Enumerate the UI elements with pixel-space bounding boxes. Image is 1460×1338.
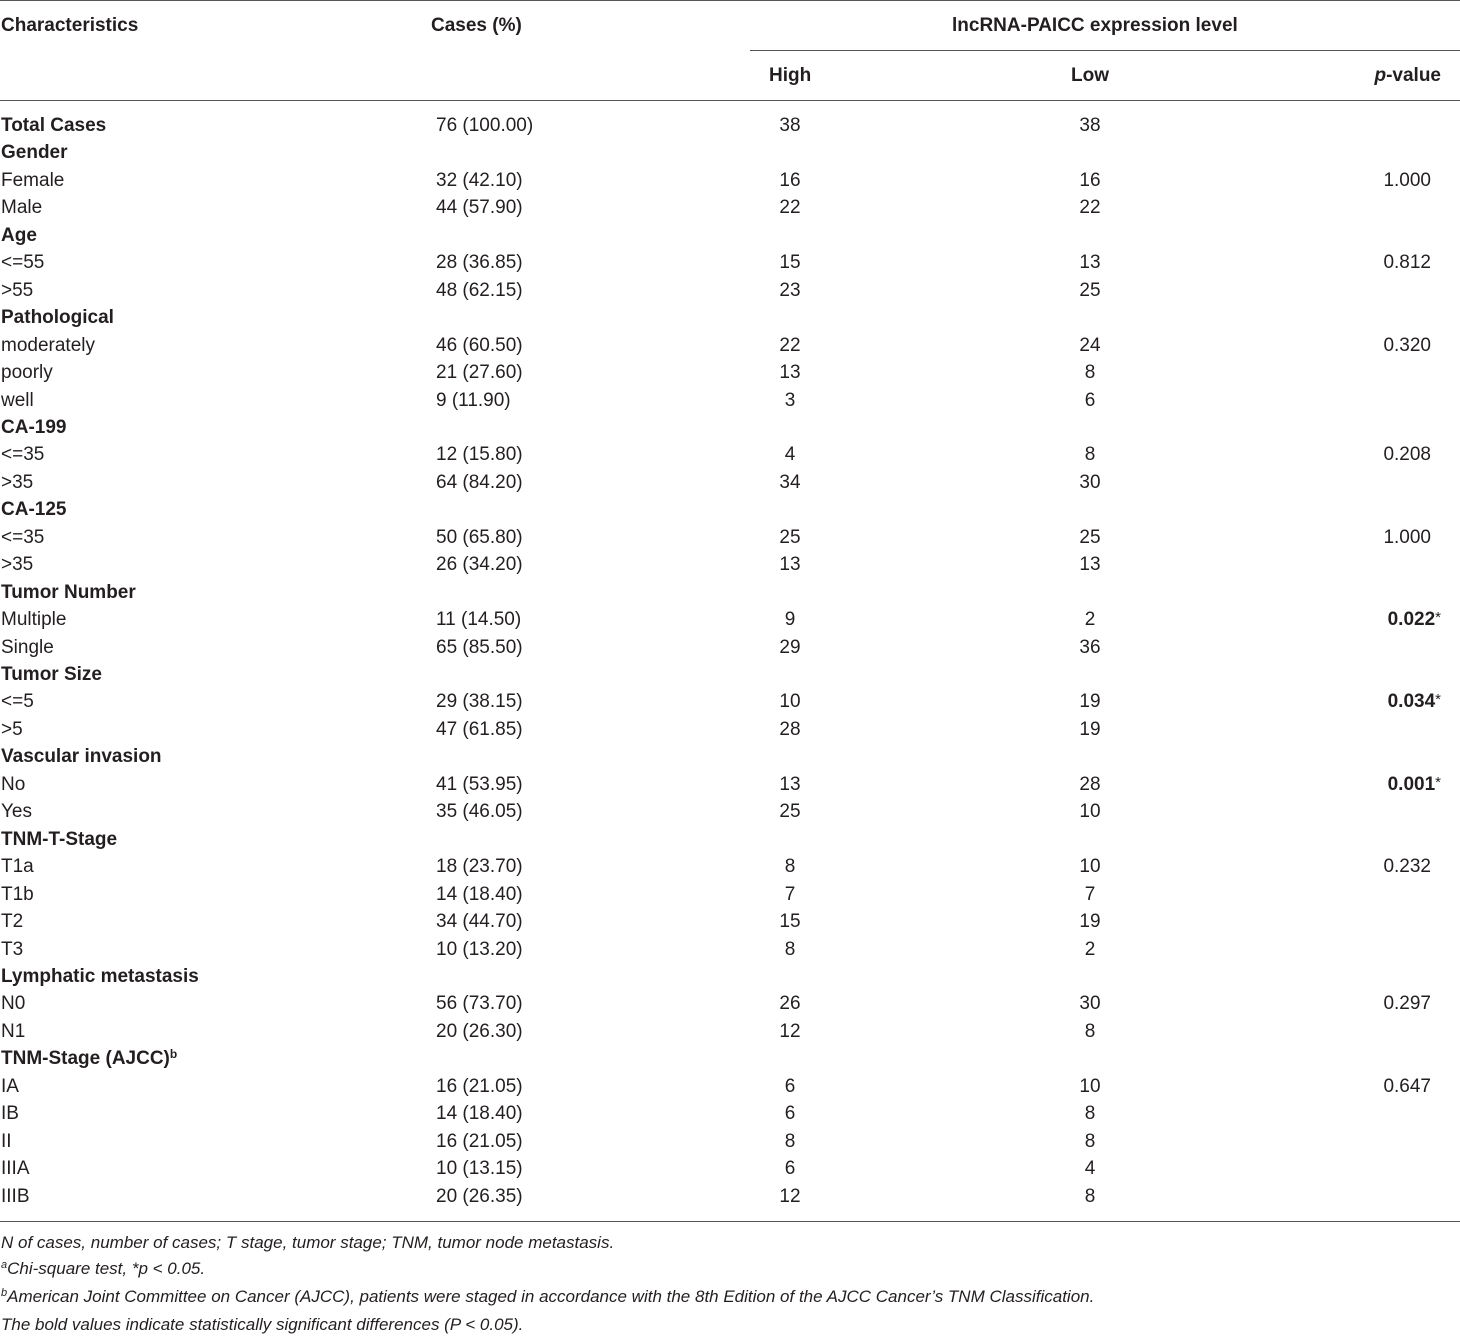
high-cell: 6: [784, 1075, 796, 1097]
low-cell: 2: [1084, 609, 1096, 631]
low-cell: 25: [1079, 279, 1101, 301]
pvalue-cell: [1388, 606, 1441, 634]
high-cell: 6: [784, 1103, 796, 1125]
cases-cell: 16 (21.05): [436, 1075, 523, 1097]
table-row: [0, 688, 1460, 715]
category-label: Pathological: [1, 307, 114, 329]
low-cell: 19: [1079, 911, 1101, 933]
category-row: [0, 826, 1460, 853]
table-row: [0, 277, 1460, 304]
pvalue-number: 0.320: [1383, 334, 1431, 356]
low-cell: 8: [1084, 1130, 1096, 1152]
cases-cell: 20 (26.30): [436, 1020, 523, 1042]
high-cell: 3: [784, 389, 796, 411]
pvalue-number: 0.001: [1387, 773, 1436, 795]
header-high: High: [769, 65, 812, 86]
table-row: [0, 1155, 1460, 1182]
low-cell: 24: [1079, 334, 1101, 356]
cases-cell: 64 (84.20): [436, 471, 523, 493]
header-pvalue-rest: -value: [1386, 65, 1441, 86]
low-cell: 8: [1084, 1185, 1096, 1207]
row-label: IIIB: [1, 1185, 30, 1207]
low-cell: 8: [1084, 1020, 1096, 1042]
pvalue-cell: [1388, 771, 1441, 799]
pvalue-number: 0.812: [1383, 252, 1431, 274]
row-label: T1a: [1, 856, 34, 878]
low-cell: 38: [1079, 115, 1101, 136]
row-label: >35: [1, 471, 34, 493]
row-label: well: [1, 389, 34, 411]
pvalue-cell: [1388, 688, 1441, 716]
high-cell: 22: [779, 334, 801, 356]
table-row: [0, 908, 1460, 935]
table-row: [0, 990, 1460, 1017]
row-label: <=55: [1, 252, 45, 274]
table-row: [0, 551, 1460, 578]
category-label: Age: [1, 224, 37, 246]
category-row: [0, 222, 1460, 249]
cases-cell: 47 (61.85): [436, 718, 523, 740]
cases-cell: 35 (46.05): [436, 801, 523, 823]
low-cell: 8: [1084, 1103, 1096, 1125]
cases-cell: 20 (26.35): [436, 1185, 523, 1207]
cases-cell: 10 (13.20): [436, 938, 523, 960]
category-label: Gender: [1, 142, 68, 164]
category-label: TNM-Stage (AJCC): [1, 1048, 170, 1070]
pvalue-number: 0.034: [1387, 691, 1436, 713]
table-row: [0, 249, 1460, 276]
pvalue-cell: [1383, 441, 1431, 468]
category-label: Lymphatic metastasis: [1, 965, 199, 987]
high-cell: 38: [779, 115, 801, 136]
footnote-a: [1, 1256, 1094, 1284]
low-cell: 10: [1079, 801, 1101, 823]
row-label: <=35: [1, 444, 45, 466]
low-cell: 6: [1084, 389, 1096, 411]
low-cell: 2: [1084, 938, 1096, 960]
high-cell: 4: [784, 444, 796, 466]
high-cell: 28: [779, 718, 801, 740]
row-label: II: [1, 1130, 12, 1152]
high-cell: 22: [779, 197, 801, 219]
table-row: [0, 387, 1460, 414]
category-label: Vascular invasion: [1, 746, 162, 768]
table-row: [0, 194, 1460, 221]
pvalue-cell: [1383, 167, 1431, 194]
cases-cell: 34 (44.70): [436, 911, 523, 933]
header-low: Low: [1071, 65, 1109, 86]
footnote-a-marker: a: [1, 1259, 8, 1271]
cases-cell: 76 (100.00): [436, 115, 534, 136]
category-row: [0, 579, 1460, 606]
low-cell: 16: [1079, 169, 1101, 191]
pvalue-cell: [1383, 249, 1431, 276]
pvalue-cell: [1383, 990, 1431, 1017]
low-cell: 19: [1079, 691, 1101, 713]
high-cell: 9: [784, 609, 796, 631]
cases-cell: 16 (21.05): [436, 1130, 523, 1152]
table-row: [0, 332, 1460, 359]
high-cell: 25: [779, 801, 801, 823]
cases-cell: 11 (14.50): [436, 609, 522, 631]
group-subrule: [750, 50, 1460, 51]
row-label: poorly: [1, 362, 53, 384]
row-label: Female: [1, 169, 65, 191]
low-cell: 10: [1079, 856, 1101, 878]
category-label: Tumor Number: [1, 581, 136, 603]
category-row: [0, 963, 1460, 990]
high-cell: 34: [779, 471, 801, 493]
table-row: [0, 1183, 1460, 1210]
table-row: [0, 441, 1460, 468]
pvalue-cell: [1383, 853, 1431, 880]
row-label: Yes: [1, 801, 32, 823]
high-cell: 16: [779, 169, 801, 191]
significance-marker: *: [1435, 609, 1441, 627]
header-pvalue: [1374, 65, 1441, 87]
footnote-bold-note: The bold values indicate statistically significant differences (P < 0.05).: [1, 1315, 524, 1334]
row-label: N0: [1, 993, 26, 1015]
category-label-wrap: [1, 1045, 177, 1074]
bottom-rule: [0, 1221, 1460, 1222]
category-label: TNM-T-Stage: [1, 828, 118, 850]
high-cell: 12: [779, 1020, 801, 1042]
table-row: [0, 881, 1460, 908]
cases-cell: 18 (23.70): [436, 856, 523, 878]
pvalue-number: 0.022: [1387, 609, 1436, 631]
row-label: N1: [1, 1020, 26, 1042]
low-cell: 13: [1079, 554, 1101, 576]
low-cell: 8: [1084, 444, 1096, 466]
row-label: >35: [1, 554, 34, 576]
row-label: >55: [1, 279, 34, 301]
row-label: <=35: [1, 526, 45, 548]
table-row: [0, 771, 1460, 798]
low-cell: 13: [1079, 252, 1101, 274]
high-cell: 8: [784, 938, 796, 960]
table-row: [0, 936, 1460, 963]
footnote-marker: b: [169, 1047, 178, 1062]
high-cell: 8: [784, 856, 796, 878]
table-row: [0, 798, 1460, 825]
category-label: CA-199: [1, 416, 67, 438]
category-row: [0, 743, 1460, 770]
high-cell: 7: [784, 883, 796, 905]
cases-cell: 26 (34.20): [436, 554, 523, 576]
low-cell: 30: [1079, 993, 1101, 1015]
high-cell: 10: [779, 691, 801, 713]
significance-marker: *: [1435, 691, 1441, 709]
table-row: [0, 1018, 1460, 1045]
top-rule: [0, 0, 1460, 1]
table-row: [0, 634, 1460, 661]
row-label: Single: [1, 636, 54, 658]
category-row: [0, 139, 1460, 166]
row-label: IA: [1, 1075, 19, 1097]
cases-cell: 10 (13.15): [436, 1158, 523, 1180]
low-cell: 28: [1079, 773, 1101, 795]
category-label: Tumor Size: [1, 664, 102, 685]
cases-cell: 21 (27.60): [436, 362, 523, 384]
table-row: [0, 469, 1460, 496]
high-cell: 13: [779, 362, 801, 384]
cases-cell: 56 (73.70): [436, 993, 523, 1015]
cases-cell: 50 (65.80): [436, 526, 523, 548]
row-label: T2: [1, 911, 24, 933]
header-pvalue-italic: p: [1374, 65, 1387, 86]
cases-cell: 44 (57.90): [436, 197, 523, 219]
category-row: [0, 414, 1460, 441]
cases-cell: 65 (85.50): [436, 636, 523, 658]
high-cell: 13: [779, 773, 801, 795]
footnotes: [1, 1230, 1094, 1338]
row-label: IIIA: [1, 1158, 30, 1180]
high-cell: 25: [779, 526, 801, 548]
row-label: Multiple: [1, 609, 67, 631]
pvalue-cell: [1383, 1073, 1431, 1100]
category-row: [0, 1045, 1460, 1072]
cases-cell: 14 (18.40): [436, 883, 523, 905]
low-cell: 7: [1084, 883, 1096, 905]
high-cell: 29: [779, 636, 801, 658]
pvalue-cell: [1383, 524, 1431, 551]
row-label: No: [1, 773, 26, 795]
low-cell: 19: [1079, 718, 1101, 740]
table-row: [0, 716, 1460, 743]
cases-cell: 14 (18.40): [436, 1103, 523, 1125]
cases-cell: 28 (36.85): [436, 252, 523, 274]
high-cell: 12: [779, 1185, 801, 1207]
high-cell: 15: [779, 252, 801, 274]
category-row: [0, 304, 1460, 331]
header-bottom-rule: [0, 100, 1460, 101]
table-row: [0, 1073, 1460, 1100]
table-row: [0, 1128, 1460, 1155]
high-cell: 13: [779, 554, 801, 576]
table-row: [0, 1100, 1460, 1127]
row-label: IB: [1, 1103, 19, 1125]
cases-cell: 9 (11.90): [436, 389, 511, 411]
table-row: [0, 112, 1460, 139]
cases-cell: 12 (15.80): [436, 444, 523, 466]
table-row: [0, 524, 1460, 551]
footnote-a-text: Chi-square test, *p < 0.05.: [7, 1259, 206, 1278]
high-cell: 8: [784, 1130, 796, 1152]
footnote-b-text: American Joint Committee on Cancer (AJCC), patients were staged in accordance with the 8th Edition of the AJCC Cancer’s TNM Classification.: [7, 1287, 1095, 1306]
row-label: Male: [1, 197, 43, 219]
row-label: moderately: [1, 334, 95, 356]
footnote-b: [1, 1284, 1094, 1312]
pvalue-number: 1.000: [1383, 169, 1431, 191]
table-row: [0, 359, 1460, 386]
row-label: <=5: [1, 691, 34, 713]
pvalue-number: 0.297: [1383, 993, 1431, 1015]
footnote-abbrev: N of cases, number of cases; T stage, tumor stage; TNM, tumor node metastasis.: [1, 1233, 615, 1252]
significance-marker: *: [1435, 773, 1441, 791]
cases-cell: 32 (42.10): [436, 169, 523, 191]
pvalue-number: 1.000: [1383, 526, 1431, 548]
cases-cell: 48 (62.15): [436, 279, 523, 301]
low-cell: 36: [1079, 636, 1101, 658]
row-label: >5: [1, 718, 23, 740]
category-label: CA-125: [1, 499, 67, 521]
category-row: [0, 496, 1460, 523]
cases-cell: 46 (60.50): [436, 334, 523, 356]
low-cell: 4: [1084, 1158, 1096, 1180]
table-row: [0, 606, 1460, 633]
row-label: T1b: [1, 883, 34, 905]
low-cell: 30: [1079, 471, 1101, 493]
low-cell: 25: [1079, 526, 1101, 548]
pvalue-cell: [1383, 332, 1431, 359]
high-cell: 6: [784, 1158, 796, 1180]
table-row: [0, 853, 1460, 880]
category-row: [0, 661, 1460, 688]
pvalue-number: 0.232: [1383, 856, 1431, 878]
row-label: T3: [1, 938, 24, 960]
high-cell: 15: [779, 911, 801, 933]
row-label: Total Cases: [1, 115, 107, 136]
table-row: [0, 167, 1460, 194]
footnote-b-marker: b: [1, 1287, 8, 1299]
high-cell: 26: [779, 993, 801, 1015]
header-characteristics: Characteristics: [1, 15, 139, 36]
pvalue-number: 0.647: [1383, 1075, 1431, 1097]
low-cell: 22: [1079, 197, 1101, 219]
pvalue-number: 0.208: [1383, 444, 1431, 466]
cases-cell: 41 (53.95): [436, 773, 523, 795]
header-expression-group: lncRNA-PAICC expression level: [952, 15, 1238, 36]
cases-cell: 29 (38.15): [436, 691, 523, 713]
header-cases: Cases (%): [431, 15, 522, 36]
low-cell: 10: [1079, 1075, 1101, 1097]
low-cell: 8: [1084, 362, 1096, 384]
high-cell: 23: [779, 279, 801, 301]
